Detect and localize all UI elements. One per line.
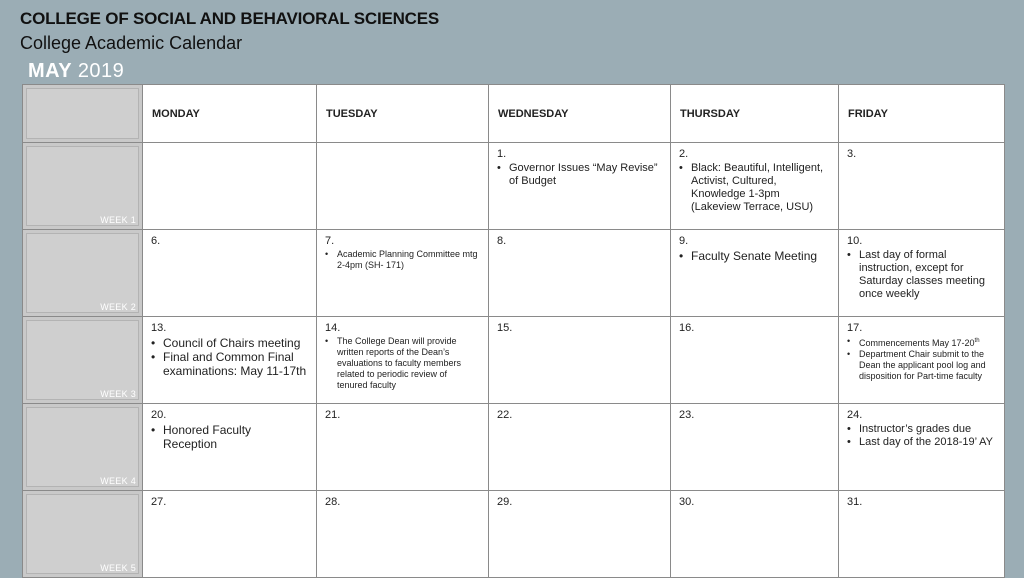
event-item: • Instructor’s grades due — [859, 423, 996, 436]
event-list — [325, 249, 480, 271]
year: 2019 — [77, 60, 125, 82]
day-cell — [671, 491, 839, 578]
day-cell — [143, 491, 317, 578]
day-cell — [839, 491, 1005, 578]
week-label-cell — [23, 230, 143, 317]
event-item: • Honored Faculty Reception — [163, 423, 308, 451]
corner-cell — [23, 85, 143, 143]
day-cell — [143, 317, 317, 404]
ordinal-suffix: th — [974, 338, 980, 344]
event-list — [847, 423, 996, 449]
month-heading — [28, 60, 124, 83]
day-header-thursday: THURSDAY — [671, 85, 839, 143]
date-number: 15. — [497, 322, 513, 334]
event-item: • Department Chair submit to the Dean the applicant pool log and disposition for Part-time faculty — [859, 349, 996, 382]
date-number: 20. — [151, 409, 167, 421]
day-cell — [317, 491, 489, 578]
college-title: COLLEGE OF SOCIAL AND BEHAVIORAL SCIENCES — [20, 9, 440, 28]
event-item: • Faculty Senate Meeting — [691, 249, 830, 263]
day-cell — [839, 317, 1005, 404]
week-row — [23, 317, 1005, 404]
event-list — [847, 249, 996, 301]
day-cell — [671, 317, 839, 404]
day-cell — [489, 143, 671, 230]
event-item: • Academic Planning Committee mtg 2-4pm (SH- 171) — [337, 249, 480, 271]
week-label: WEEK 4 — [100, 476, 136, 486]
day-cell — [489, 230, 671, 317]
calendar-subtitle: College Academic Calendar — [20, 33, 243, 53]
week-row — [23, 143, 1005, 230]
date-number: 24. — [847, 409, 863, 421]
week-label: WEEK 5 — [100, 563, 136, 573]
day-cell — [489, 317, 671, 404]
day-cell — [317, 230, 489, 317]
day-cell — [143, 404, 317, 491]
day-header-wednesday: WEDNESDAY — [489, 85, 671, 143]
day-cell — [489, 491, 671, 578]
event-list — [151, 336, 308, 378]
week-label-cell — [23, 491, 143, 578]
week-row — [23, 404, 1005, 491]
week-label-cell — [23, 404, 143, 491]
date-number: 30. — [679, 496, 695, 508]
event-item: • Governor Issues “May Revise” of Budget — [509, 162, 662, 188]
calendar-grid — [22, 84, 1005, 578]
date-number: 3. — [847, 148, 857, 160]
day-header-monday: MONDAY — [143, 85, 317, 143]
day-cell — [839, 143, 1005, 230]
date-number: 2. — [679, 148, 689, 160]
event-item: • Final and Common Final examinations: May 11-17th — [163, 350, 308, 378]
date-number: 28. — [325, 496, 341, 508]
event-item: • Council of Chairs meeting — [163, 336, 308, 350]
day-header-tuesday: TUESDAY — [317, 85, 489, 143]
date-number: 9. — [679, 235, 689, 247]
event-item: • Last day of the 2018-19’ AY — [859, 436, 996, 449]
date-number: 21. — [325, 409, 341, 421]
week-label-cell — [23, 317, 143, 404]
day-cell — [671, 404, 839, 491]
date-number: 16. — [679, 322, 695, 334]
date-number: 13. — [151, 322, 167, 334]
event-item: • The College Dean will provide written reports of the Dean’s evaluations to faculty members related to periodic review of tenured faculty — [337, 336, 480, 391]
day-cell — [839, 404, 1005, 491]
day-cell — [671, 143, 839, 230]
date-number: 22. — [497, 409, 513, 421]
month-name: MAY — [28, 60, 72, 82]
day-header-friday: FRIDAY — [839, 85, 1005, 143]
event-list — [679, 249, 830, 263]
event-list — [325, 336, 480, 391]
event-list — [679, 162, 830, 214]
day-header-row — [23, 85, 1005, 143]
date-number: 7. — [325, 235, 335, 247]
day-cell — [839, 230, 1005, 317]
day-cell — [143, 230, 317, 317]
date-number: 23. — [679, 409, 695, 421]
day-cell — [317, 143, 489, 230]
date-number: 6. — [151, 235, 161, 247]
date-number: 8. — [497, 235, 507, 247]
day-cell — [489, 404, 671, 491]
date-number: 10. — [847, 235, 863, 247]
week-label: WEEK 3 — [100, 389, 136, 399]
week-row — [23, 491, 1005, 578]
date-number: 27. — [151, 496, 167, 508]
day-cell — [671, 230, 839, 317]
date-number: 14. — [325, 322, 341, 334]
event-item — [859, 336, 996, 349]
week-label-cell — [23, 143, 143, 230]
event-list — [151, 423, 308, 451]
day-cell — [317, 317, 489, 404]
week-label: WEEK 1 — [100, 215, 136, 225]
date-number: 1. — [497, 148, 507, 160]
week-label: WEEK 2 — [100, 302, 136, 312]
date-number: 29. — [497, 496, 513, 508]
event-item: • Last day of formal instruction, except for Saturday classes meeting once weekly — [859, 249, 996, 301]
day-cell — [317, 404, 489, 491]
date-number: 17. — [847, 322, 863, 334]
event-list — [847, 336, 996, 382]
day-cell — [143, 143, 317, 230]
event-list — [497, 162, 662, 188]
event-text: Commencements May 17-20 — [859, 338, 975, 348]
event-item: • Black: Beautiful, Intelligent, Activist, Cultured, Knowledge 1-3pm (Lakeview Terrace, USU) — [691, 162, 830, 214]
date-number: 31. — [847, 496, 863, 508]
week-row — [23, 230, 1005, 317]
